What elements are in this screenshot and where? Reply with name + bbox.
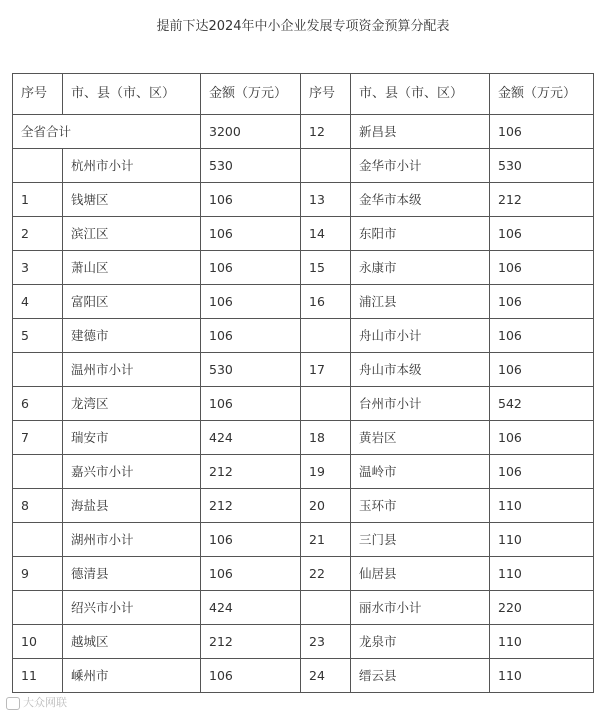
seq-cell: 14 [301, 217, 351, 251]
table-row [13, 149, 594, 183]
amount-cell: 212 [201, 489, 301, 523]
seq-cell: 22 [301, 557, 351, 591]
table-row [13, 387, 594, 421]
amount-cell: 106 [490, 217, 594, 251]
region-cell: 萧山区 [63, 251, 201, 285]
region-cell: 台州市小计 [351, 387, 490, 421]
amount-cell: 106 [201, 217, 301, 251]
header-cell: 序号 [13, 74, 63, 115]
table-row [13, 353, 594, 387]
amount-cell: 106 [201, 183, 301, 217]
seq-cell: 18 [301, 421, 351, 455]
seq-cell [301, 387, 351, 421]
table-row [13, 591, 594, 625]
region-cell: 舟山市本级 [351, 353, 490, 387]
amount-cell: 220 [490, 591, 594, 625]
seq-cell: 4 [13, 285, 63, 319]
table-row [13, 659, 594, 693]
table-row [13, 557, 594, 591]
table-row [13, 523, 594, 557]
table-row [13, 319, 594, 353]
region-cell: 新昌县 [351, 115, 490, 149]
region-cell: 金华市小计 [351, 149, 490, 183]
seq-cell: 23 [301, 625, 351, 659]
seq-cell: 6 [13, 387, 63, 421]
region-cell: 黄岩区 [351, 421, 490, 455]
amount-cell: 106 [490, 251, 594, 285]
amount-cell: 110 [490, 557, 594, 591]
region-cell: 德清县 [63, 557, 201, 591]
amount-cell: 106 [201, 557, 301, 591]
amount-cell: 106 [201, 523, 301, 557]
seq-cell: 17 [301, 353, 351, 387]
seq-cell: 15 [301, 251, 351, 285]
seq-cell: 16 [301, 285, 351, 319]
header-cell: 市、县（市、区） [63, 74, 201, 115]
amount-cell: 530 [201, 353, 301, 387]
seq-cell [13, 591, 63, 625]
amount-cell: 106 [490, 353, 594, 387]
header-row [13, 74, 594, 115]
seq-cell: 9 [13, 557, 63, 591]
region-cell: 浦江县 [351, 285, 490, 319]
region-cell: 滨江区 [63, 217, 201, 251]
region-cell: 温岭市 [351, 455, 490, 489]
seq-cell: 1 [13, 183, 63, 217]
amount-cell: 424 [201, 421, 301, 455]
header-cell: 金额（万元） [201, 74, 301, 115]
region-cell: 龙湾区 [63, 387, 201, 421]
region-cell: 玉环市 [351, 489, 490, 523]
region-cell: 龙泉市 [351, 625, 490, 659]
amount-cell: 110 [490, 489, 594, 523]
table-row [13, 183, 594, 217]
seq-cell: 20 [301, 489, 351, 523]
amount-cell: 110 [490, 523, 594, 557]
region-cell: 越城区 [63, 625, 201, 659]
seq-cell: 21 [301, 523, 351, 557]
region-cell: 富阳区 [63, 285, 201, 319]
amount-cell: 106 [201, 659, 301, 693]
seq-cell: 10 [13, 625, 63, 659]
seq-cell: 3 [13, 251, 63, 285]
amount-cell: 110 [490, 659, 594, 693]
seq-cell: 7 [13, 421, 63, 455]
seq-cell: 5 [13, 319, 63, 353]
amount-cell: 106 [201, 387, 301, 421]
amount-cell: 106 [490, 421, 594, 455]
region-cell: 缙云县 [351, 659, 490, 693]
seq-cell [301, 591, 351, 625]
amount-cell: 212 [201, 625, 301, 659]
header-cell: 序号 [301, 74, 351, 115]
seq-cell [13, 353, 63, 387]
table-row [13, 251, 594, 285]
region-cell: 钱塘区 [63, 183, 201, 217]
amount-cell: 106 [201, 251, 301, 285]
seq-cell: 24 [301, 659, 351, 693]
amount-cell: 106 [490, 285, 594, 319]
region-cell: 湖州市小计 [63, 523, 201, 557]
budget-table [12, 73, 594, 693]
region-cell: 绍兴市小计 [63, 591, 201, 625]
table-title: 提前下达2024年中小企业发展专项资金预算分配表 [156, 19, 450, 34]
region-cell: 杭州市小计 [63, 149, 201, 183]
table-row [13, 625, 594, 659]
header-cell: 金额（万元） [490, 74, 594, 115]
region-cell: 瑞安市 [63, 421, 201, 455]
region-cell: 永康市 [351, 251, 490, 285]
amount-cell: 424 [201, 591, 301, 625]
region-cell: 丽水市小计 [351, 591, 490, 625]
amount-cell: 106 [490, 115, 594, 149]
region-cell: 三门县 [351, 523, 490, 557]
region-cell: 海盐县 [63, 489, 201, 523]
seq-cell: 11 [13, 659, 63, 693]
table-row [13, 421, 594, 455]
total-amount-cell: 3200 [201, 115, 301, 149]
table-row [13, 489, 594, 523]
amount-cell: 530 [201, 149, 301, 183]
watermark-text: 大众网联 [23, 696, 67, 709]
region-cell: 建德市 [63, 319, 201, 353]
seq-cell: 19 [301, 455, 351, 489]
region-cell: 温州市小计 [63, 353, 201, 387]
region-cell: 金华市本级 [351, 183, 490, 217]
total-label-cell: 全省合计 [13, 115, 201, 149]
amount-cell: 542 [490, 387, 594, 421]
total-row [13, 115, 594, 149]
amount-cell: 106 [490, 319, 594, 353]
watermark [6, 696, 67, 710]
amount-cell: 530 [490, 149, 594, 183]
seq-cell [301, 319, 351, 353]
seq-cell: 8 [13, 489, 63, 523]
amount-cell: 106 [201, 285, 301, 319]
region-cell: 舟山市小计 [351, 319, 490, 353]
amount-cell: 106 [490, 455, 594, 489]
region-cell: 仙居县 [351, 557, 490, 591]
region-cell: 嘉兴市小计 [63, 455, 201, 489]
seq-cell [13, 455, 63, 489]
amount-cell: 212 [490, 183, 594, 217]
amount-cell: 110 [490, 625, 594, 659]
table-row [13, 455, 594, 489]
table-row [13, 285, 594, 319]
seq-cell [301, 149, 351, 183]
header-cell: 市、县（市、区） [351, 74, 490, 115]
seq-cell [13, 523, 63, 557]
seq-cell: 12 [301, 115, 351, 149]
seq-cell: 2 [13, 217, 63, 251]
region-cell: 东阳市 [351, 217, 490, 251]
amount-cell: 212 [201, 455, 301, 489]
region-cell: 嵊州市 [63, 659, 201, 693]
seq-cell: 13 [301, 183, 351, 217]
seq-cell [13, 149, 63, 183]
watermark-logo-icon [6, 697, 20, 710]
amount-cell: 106 [201, 319, 301, 353]
table-row [13, 217, 594, 251]
